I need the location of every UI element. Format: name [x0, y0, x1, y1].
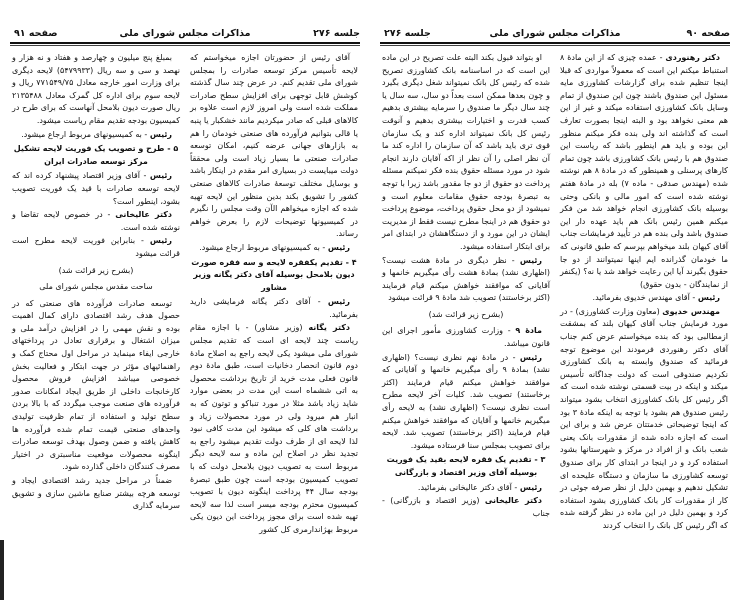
header-rule — [10, 42, 360, 44]
paragraph-text: او بتواند قبول بکند البته علت تصریح در این ماده این است که در اساسنامه بانک کشاورزی تصریح شده که رئیس کل بانک نمیتواند شغل دیگری بگیرد و چون بعدها ممکن است بعداً دو سال، سه سال یا چند سال دیگر ما صندوق را سرمایه بیشتری بدهیم کسب قدرت و اختیارات بیشتری بدهیم و آنوقت رئیس کل بانک نمیتواند اداره کند و یک سازمان قوی تری باید باشد که آن سازمان را اداره کند ما آن نظر اصلی را آن نظر از اکه آقایان دارند انجام شود در مورد مسئله حقوق بنده فکر نمیکنم مسئله پرداخت دو حقوق از دو جا مقدور باشد زیرا با توجه به تبصرهٔ بودجه حقوق مقامات معلوم است و نمیشود از دو محل حقوق پرداخت، موضوع پرداخت دو حقوق هم در اینجا مطرح نیست فقط از مدیریت ایشان در این مورد و از دستگاهشان در ابتدای امر برای ابتکار استفاده میشود. — [382, 53, 550, 251]
centered-note — [12, 265, 180, 278]
text-column-left — [12, 52, 180, 514]
speaker-name: مادهٔ ۹ — [515, 326, 542, 336]
paragraph — [560, 52, 728, 291]
paragraph-text: - آقای دکتر عالیخانی بفرمائید. — [417, 482, 520, 492]
paragraph — [12, 209, 180, 234]
header-rule — [380, 42, 730, 44]
paragraph — [382, 495, 550, 520]
paragraph — [190, 322, 358, 536]
paragraph-text: - نظر دیگری در مادهٔ هشت نیست؟ (اظهاری نشد) بمادهٔ هشت رأی میگیریم خانمها و آقایانی که موافقند خواهش میکنم قیام فرمایند (اکثر برخاستند) تصویب شد مادهٔ ۹ قرائت میشود — [382, 255, 550, 303]
text-column-left — [382, 52, 550, 521]
paragraph-text: آقای رئیس از حضورتان اجازه میخواستم که لایحه تأسیس مرکز توسعه صادرات را بمجلس شورای ملی تقدیم کنم. در عرض چند سال گذشته کوشش قابل توجهی برای افزایش سطح صادرات مملکت شده است ولی امروز لازم است علاوه بر کالاهای قبلی که صادر میکردیم مانند خشکبار یا پنبه یا قالی بتوانیم فرآورده های صنعتی خودمان را هم به بازارهای جهانی عرضه کنیم، امکان توسعه صادرات صنعتی ما بسیار زیاد است ولی محققاً دولت میبایست در بسیاری امر مقدم در اینکار باشد و بوسایل مختلف توسعهٔ صادرات کالاهای صنعتی کشور را تشویق بکند بدین منظور این لایحه تهیه شده که اجازه میخواهم الآن وقت مجلس را نگیرم در کمیسیونها توضیحات لازم را بعرض خواهم رساند. — [190, 53, 358, 239]
paragraph-text: - آقای وزیر اقتصاد پیشنهاد کرده اند که لایحه توسعه صادرات با قید یک فوریت تصویب بشود، اینطور است؟ — [12, 171, 180, 206]
page-number: صفحه ۹۱ — [14, 28, 58, 39]
speaker-name: رئیس — [327, 242, 350, 252]
speaker-name: دکتر عالیخانی — [115, 210, 172, 220]
section-heading — [382, 454, 550, 479]
paragraph-text: ساحت مقدس مجلس شورای ملی — [39, 282, 153, 292]
paragraph — [12, 298, 180, 474]
paragraph — [190, 296, 358, 321]
speaker-name: رئیس — [327, 297, 350, 307]
speaker-name: رئیس — [149, 171, 172, 181]
paragraph-text: - آقای دکتر یگانه فرمایشی دارید بفرمائید. — [190, 297, 358, 319]
paragraph — [12, 129, 180, 142]
paragraph — [190, 52, 358, 241]
session-label: جلسه ۲۷۶ — [384, 28, 431, 39]
speaker-name: رئیس — [519, 352, 542, 362]
paragraph-text: - به کمیسیونهای مربوط ارجاع میشود. — [199, 242, 328, 252]
paragraph-text: - در خصوص لایحه تقاضا و نوشته شده است. — [12, 210, 180, 232]
centered-note — [12, 281, 180, 294]
paragraph — [560, 306, 728, 533]
paragraph — [560, 292, 728, 305]
paragraph-text: - به کمیسیونهای مربوط ارجاع میشود. — [21, 129, 150, 139]
paragraph — [12, 52, 180, 128]
paragraph-text: (وزیر مشاور) - با اجازه مقام ریاست چند لایحه ای است که تقدیم مجلس شورای ملی میشود یکی لایحه راجع به اصلاح مادهٔ دوم قانون انحصار دخانیات است، طبق مادهٔ دوم قانون فعلی مدت خرید از تاریخ برداشت محصول به اتی ششماه است این مدت در بعضی موارد شاید زیاد باشد مثلا در مورد تنباکو و توتون که به انبار هم میرود ولی در مورد محصولات زیاد و برداشت های کلی که میشود این مدت کافی نبود لذا لایحه ای از طرف دولت تقدیم میشود راجع به تجدید نظر در اصلاح این ماده و سه لایحه دیگر مربوط است به تصویب دیون بلامحل دولت که با تصویب کمیسیون بودجه است چون طبق تبصرهٔ بودجه سال ۴۴ پرداخت اینگونه دیون با تصویب کمیسیون محترم بودجه میسر است لذا سه لایحه تهیه شده است برای مجوز پرداخت این دیون یکی مربوط بهژاندارمری کل کشور — [190, 323, 358, 534]
paragraph-text: ۳ - تقدیم یک فقره لایحه بقید یک فوریت بوسیله آقای وزیر اقتصاد و بازرگانی — [386, 455, 546, 477]
section-heading — [12, 143, 180, 168]
page-number: صفحه ۹۰ — [686, 28, 730, 39]
paragraph-text: ضمناً در مراحل جدید رشد اقتصادی ایجاد و توسعه هرچه بیشتر صنایع ماشین سازی و تشویق سرمایه گذاری — [12, 476, 180, 511]
paragraph — [382, 352, 550, 453]
page-header — [10, 28, 360, 42]
centered-note — [382, 309, 550, 322]
paragraph — [382, 482, 550, 495]
paragraph — [12, 170, 180, 208]
paragraph — [382, 255, 550, 305]
paragraph — [382, 325, 550, 350]
paragraph — [382, 52, 550, 254]
paragraph-text: - در مادهٔ نهم نظری نیست؟ (اظهاری نشد) بمادهٔ ۹ رأی میگیریم خانمها و آقایانی که موافقند خواهش میکنم قیام فرمایند (اکثر برخاستند) تصویب شد. کلیات آخر لایحه مطرح است نظری نیست؟ (اظهاری نشد) به لایحه رأی میگیریم خانمها و آقایان که موافقند خواهش میکنم قیام فرمایند (اکثر برخاستند) تصویب شد. لایحه برای تصویب بمجلس سنا فرستاده میشود. — [382, 352, 550, 450]
speaker-name: دکتر عالیخانی — [484, 496, 542, 506]
paragraph — [190, 242, 358, 255]
speaker-name: رئیس — [519, 482, 542, 492]
text-column-right — [560, 52, 728, 534]
paragraph-text: - عمده چیزی که از این مادهٔ ۸ استنباط میکنم این است که معمولاً مواردی که قبلا اینجا تنظیم شده برای گزارشات کشاورزی مایه مسئول این صندوق باشند چون این صندوق از تمام وسایل بانک کشاورزی استفاده میکند و غیر از این هم معنی نخواهد بود و البته اینجا بصورت تعارف است که گذاشته اند ولی بنده فکر میکنم منظور این بوده و باید هم اینطور باشد که ریاست این صندوق هم با رئیس بانک کشاورزی باشد چون تمام کارهای پرسنلی و همینطور که در مادهٔ ۸ هم نوشته شده (مهندس صدقی - ماده ۷) بله در مادهٔ هفتم نوشته شده است که امور مالی و بانکی وحتی بوسیله بانک کشاورزی انجام خواهد شد من فکر میکنم همین رئیس بانک هم باید عهده دار این صندوق باشد ولی بنده هم در تأیید فرمایشات جناب آقای کیهان بلند میخواهم بپرسم که طبق قانونی که ما خودمان گذرانده ایم اینها نمیتوانند از دو جا حقوق بگیرند آیا این رعایت خواهد شد یا نه؟ (یکنفر از نمایندگان - بدون حقوق) — [560, 53, 728, 289]
running-title: مذاکرات مجلس شورای ملی — [119, 28, 251, 39]
paragraph-text: ۵ - طرح و تصویب یک فوریت لایحه تشکیل مرکز توسعه صادرات ایران — [13, 144, 179, 166]
paragraph-text: (معاون وزارت کشاورزی) - در مورد فرمایش جناب آقای کیهان بلند که بمشقت ازمطالبی بود که بنده میخواستم عرض کنم جناب آقای دکتر رهنوردی فرمودند این موضوع توجه فرمائید که صندوق وابسته به بانک کشاورزی نکردیم صندوقی است که دولت جداگانه تأسیس میکند و اینکه در بیت قسمتی نوشته شده است که اگر رئیس کل بانک کشاورزی انتخاب بشود میتواند رئیس صندوق هم بشود با توجه به اینکه مادهٔ ۳ بود که اینجا توضیحاتی خدمتتان عرض شد و برای این است که اجازه داده شده از مقدورات بانک یعنی شعب بانک و از افراد در مرکز و شهرستانها بشود استفاده کرد و در اینجا در ابتدای کار برای صندوق توسعه کشاورزی ما سازمان و دستگاه علیحده ای تشکیل ندهیم و بهمین دلیل از نظر صرفه جوئی در کار از مقدورات کار بانک کشاورزی بشود استفاده کرد و بهمین دلیل در این ماده در نظر گرفته شده که اگر رئیس کل بانک را انتخاب کردند — [560, 306, 728, 530]
paragraph-text: - آقای مهندس خدیوی بفرمائید. — [592, 293, 698, 303]
session-label: جلسه ۲۷۶ — [313, 28, 360, 39]
paragraph-text: (بشرح زیر قرائت شد) — [428, 309, 504, 319]
paragraph-text: توسعه صادرات فرآورده های صنعتی که در حصول هدف رشد اقتصادی دارای کمال اهمیت بوده و نقش مهمی را در افزایش درآمد ملی و میزان اشتغال و برقراری تعادل در پرداختهای خارجی ایفاء مینماید در مراحل اول محتاج کمک و راهنمائیهای مؤثر در جهت ابتکار و فعالیت بخش خصوصی میباشد افزایش فروش محصول کارخانجات داخلی از طریق ایجاد امکانات صدور فرآورده های صنعت موجب میگردد که با بالا بردن سطح تولید و استفاده از تمام ظرفیت تولیدی واحدهای صنعتی قیمت تمام شده فرآورده ها کاهش یافته و ضمن وصول بهدف توسعه صادرات اینگونه محصولات موقعیت مناسبتری در اختیار مصرف کنندگان داخلی گذارده شود. — [12, 298, 180, 472]
paragraph-text: - بنابراین فوریت لایحه مطرح است قرائت میشود — [12, 236, 180, 258]
header-rule-thin — [10, 45, 360, 46]
page-header — [380, 28, 730, 42]
paragraph-text: (وزیر اقتصاد و بازرگانی) - جناب — [382, 496, 550, 518]
section-heading — [190, 257, 358, 295]
paragraph-text: ۴ - تقدیم یکفقره لایحه و سه فقره صورت دیون بلامحل بوسیله آقای دکتر یگانه وزیر مشاور — [191, 257, 357, 292]
speaker-name: رئیس — [697, 293, 720, 303]
paragraph-text: - وزارت کشاورزی مأمور اجرای این قانون میباشد. — [382, 326, 550, 349]
speaker-name: رئیس — [149, 236, 172, 246]
speaker-name: دکتر یگانه — [308, 323, 350, 333]
paragraph-text: بمبلغ پنج میلیون و چهارصد و هفتاد و نه هزار و نهصد و سی و سه ریال (۵۴۷۹۹۳۳) لایحه دیگری برای وزارت امور خارجه معادل ۷۷۱۵۴۹/۷۵ ریال و لایحه سوم برای اداره کل گمرک معادل ۲۱۳۵۴۸۸ ریال صورت دیون بلامحل آنهاست که برای طرح در کمیسیون بودجه تقدیم مقام ریاست میشود. — [12, 53, 180, 125]
running-title: مذاکرات مجلس شورای ملی — [489, 28, 621, 39]
speaker-name: دکتر رهنوردی — [665, 53, 720, 62]
paragraph — [12, 235, 180, 260]
paragraph-text: (بشرح زیر قرائت شد) — [58, 265, 134, 275]
header-rule-thin — [380, 45, 730, 46]
paragraph — [12, 475, 180, 513]
speaker-name: مهندس خدیوی — [662, 306, 721, 316]
speaker-name: رئیس — [519, 255, 542, 265]
scan-edge-artifact — [0, 540, 4, 600]
text-column-right — [190, 52, 358, 538]
speaker-name: رئیس — [149, 129, 172, 139]
